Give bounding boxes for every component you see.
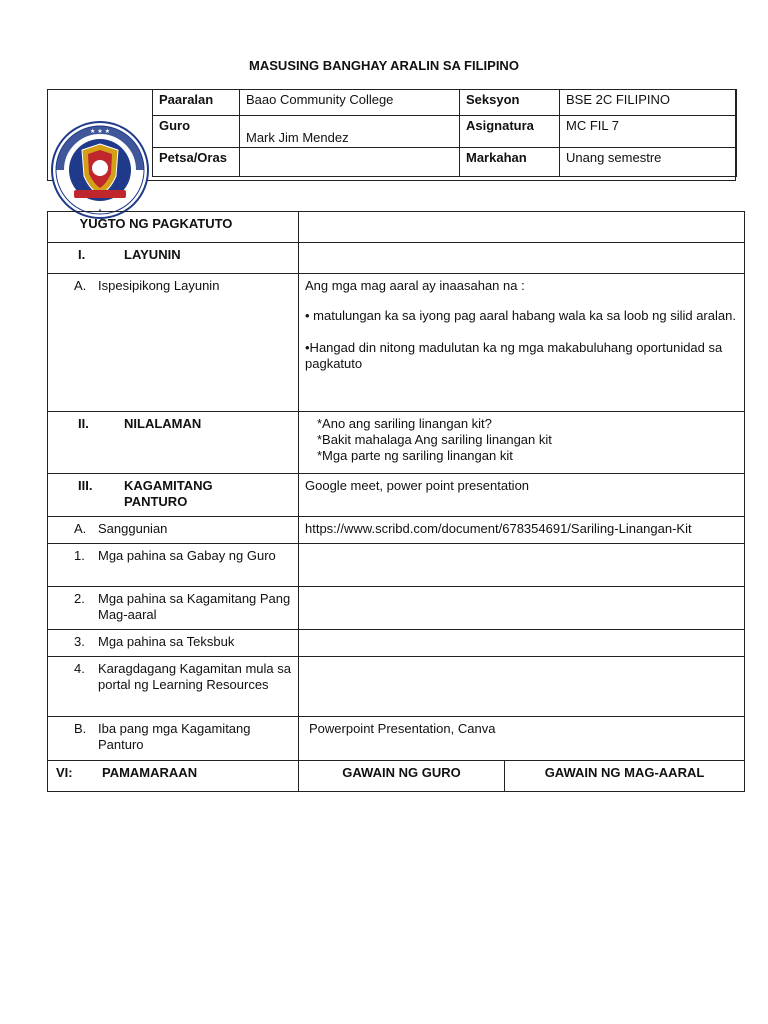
- header-label: Seksyon: [460, 90, 560, 116]
- table-row: 4. Karagdagang Kagamitan mula sa portal ng Learning Resources: [48, 657, 745, 717]
- document-title: MASUSING BANGHAY ARALIN SA FILIPINO: [249, 58, 519, 73]
- lesson-plan-table: [47, 211, 745, 792]
- ispesipiko-content: Ang mga mag aaral ay inaasahan na : • matulungan ka sa iyong pag aaral habang wala ka sa loob ng silid aralan. •Hangad din nitong madulutan ka ng mga makabuluhang oportunidad sa pagkatuto: [299, 274, 745, 412]
- layunin-cell: I. LAYUNIN: [48, 243, 299, 274]
- header-table: [152, 89, 737, 177]
- header-label: Petsa/Oras: [153, 148, 240, 177]
- table-row: 2. Mga pahina sa Kagamitang Pang Mag-aaral: [48, 587, 745, 630]
- kagamitan-cell: III. KAGAMITANG PANTURO: [48, 474, 299, 517]
- ispesipiko-cell: A. Ispesipikong Layunin: [48, 274, 299, 412]
- sanggunian-link[interactable]: https://www.scribd.com/document/678354691/Sariling-Linangan-Kit: [299, 517, 745, 544]
- header-label: Guro: [153, 116, 240, 148]
- nilalaman-cell: II. NILALAMAN: [48, 412, 299, 474]
- header-value: BSE 2C FILIPINO: [560, 90, 737, 116]
- header-value: Baao Community College: [240, 90, 460, 116]
- header-value: Mark Jim Mendez: [240, 116, 460, 148]
- header-value: Unang semestre: [560, 148, 737, 177]
- svg-text:★ ★ ★: ★ ★ ★: [90, 128, 110, 135]
- header-row: [153, 116, 737, 148]
- header-row: [153, 148, 737, 177]
- nilalaman-content: *Ano ang sariling linangan kit? *Bakit mahalaga Ang sariling linangan kit *Mga parte ng sariling linangan kit: [299, 412, 745, 474]
- kagamitan-content: Google meet, power point presentation: [299, 474, 745, 517]
- gawain-guro-heading: GAWAIN NG GURO: [299, 761, 505, 792]
- header-value: MC FIL 7: [560, 116, 737, 148]
- gawain-magaaral-heading: GAWAIN NG MAG-AARAL: [505, 761, 745, 792]
- table-row: [48, 412, 745, 474]
- table-row: 1. Mga pahina sa Gabay ng Guro: [48, 544, 745, 587]
- table-row: [48, 717, 745, 761]
- header-value: [240, 148, 460, 177]
- table-row: [48, 243, 745, 274]
- header-label: Markahan: [460, 148, 560, 177]
- pamamaraan-cell: VI: PAMAMARAAN: [48, 761, 299, 792]
- iba-cell: B. Iba pang mga Kagamitang Panturo: [48, 717, 299, 761]
- header-row: [153, 90, 737, 116]
- table-row: [48, 274, 745, 412]
- table-row: [48, 474, 745, 517]
- header-label: Asignatura: [460, 116, 560, 148]
- yugto-heading: YUGTO NG PAGKATUTO: [48, 212, 299, 243]
- header-label: Paaralan: [153, 90, 240, 116]
- table-row: [48, 761, 745, 792]
- iba-content: Powerpoint Presentation, Canva: [299, 717, 745, 761]
- svg-text:✦: ✦: [97, 208, 103, 214]
- sanggunian-cell: A. Sanggunian: [48, 517, 299, 544]
- table-row: [48, 517, 745, 544]
- table-row: [48, 212, 745, 243]
- school-seal-logo: [50, 120, 150, 220]
- table-row: 3. Mga pahina sa Teksbuk: [48, 630, 745, 657]
